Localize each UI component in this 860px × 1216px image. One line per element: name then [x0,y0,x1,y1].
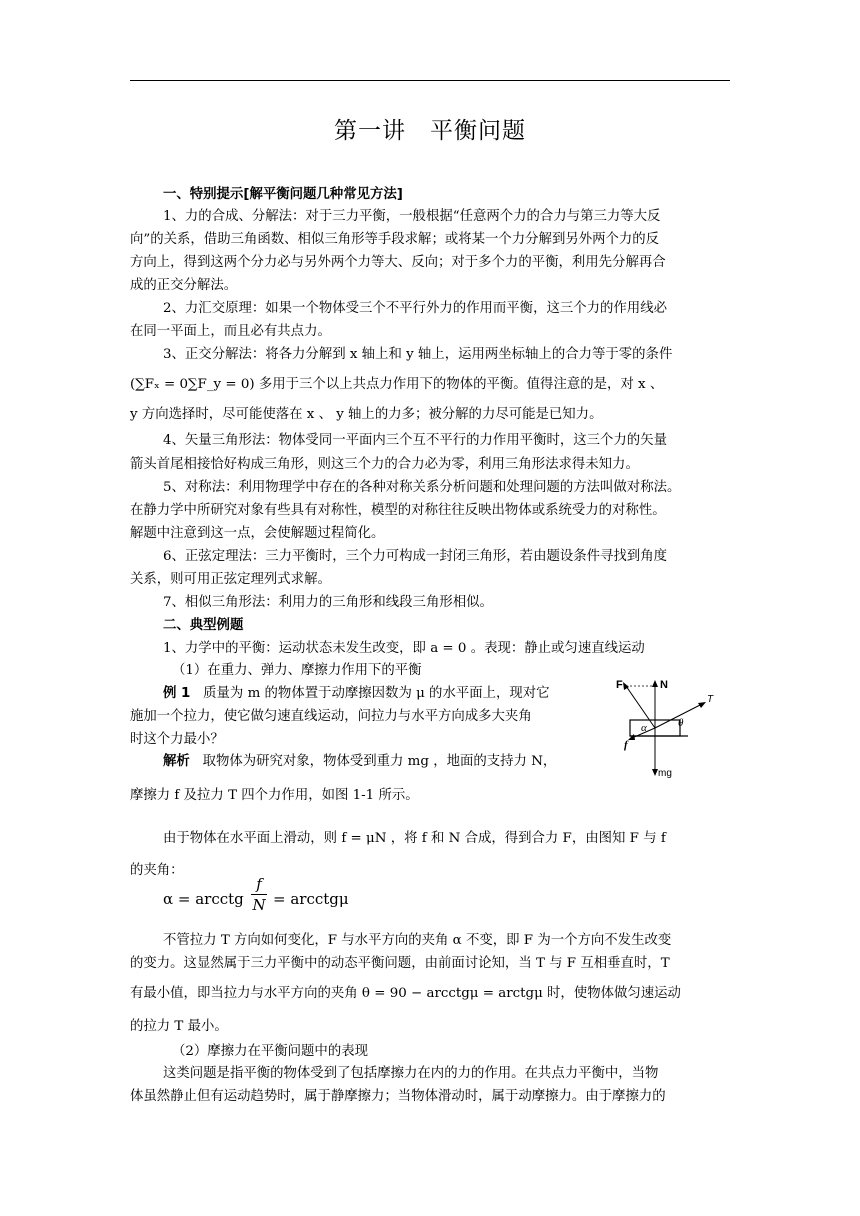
section-heading: 二、典型例题 [163,618,244,633]
paragraph-line: 的夹角： [130,863,184,878]
paragraph-line: 5、对称法：利用物理学中存在的各种对称关系分析问题和处理问题的方法叫做对称法。 [163,480,681,495]
paragraph-line: 不管拉力 T 方向如何变化，F 与水平方向的夹角 α 不变，即 F 为一个方向不发生改变 [163,933,672,948]
label-mg: mg [658,768,672,779]
example-text: 质量为 m 的物体置于动摩擦因数为 μ 的水平面上，现对它 [203,686,550,701]
formula-denominator: N [252,896,266,914]
label-f-resultant: F [616,679,623,691]
paragraph-line: 1、力学中的平衡：运动状态未发生改变，即 a = 0 。表现：静止或匀速直线运动 [163,641,645,656]
subheading: （1）在重力、弹力、摩擦力作用下的平衡 [172,663,422,678]
paragraph-line: 向”的关系，借助三角函数、相似三角形等手段求解；或将某一个力分解到另外两个力的反 [130,232,660,247]
example-line [163,685,550,703]
section-heading: 一、特别提示[解平衡问题几种常见方法] [163,187,403,202]
paragraph-line: 成的正交分解法。 [130,278,238,293]
paragraph-line: 在同一平面上，而且必有共点力。 [130,324,331,339]
paragraph-line: 7、相似三角形法：利用力的三角形和线段三角形相似。 [163,595,493,610]
page-title: 第一讲 平衡问题 [334,118,526,144]
paragraph-line: 体虽然静止但有运动趋势时，属于静摩擦力；当物体滑动时，属于动摩擦力。由于摩擦力的 [130,1089,666,1104]
example-line: 时这个力最小？ [130,732,224,747]
header-rule [130,80,730,81]
label-theta: θ [678,717,684,729]
paragraph-line: 的变力。这显然属于三力平衡中的动态平衡问题，由前面讨论知，当 T 与 F 互相垂直时，T [130,956,670,971]
label-alpha: α [641,722,647,734]
analysis-text: 取物体为研究对象，物体受到重力 mg ，地面的支持力 N， [202,754,557,769]
paragraph-line: 有最小值，即当拉力与水平方向的夹角 θ = 90 − arcctgμ = arctgμ 时，使物体做匀速运动 [130,986,681,1001]
example-label: 例 1 [163,686,191,701]
paragraph-line: 2、力汇交原理：如果一个物体受三个不平行外力的作用而平衡，这三个力的作用线必 [163,301,667,316]
paragraph-line: 方向上，得到这两个分力必与另外两个力等大、反向；对于多个力的平衡，利用先分解再合 [130,255,666,270]
example-line: 施加一个拉力，使它做匀速直线运动，问拉力与水平方向成多大夹角 [130,709,532,724]
paragraph-line: y 方向选择时，尽可能使落在 x 、 y 轴上的力多；被分解的力尽可能是已知力。 [130,407,603,422]
formula-rhs: = arcctgμ [273,890,349,908]
paragraph-line: 的拉力 T 最小。 [130,1019,228,1034]
paragraph-line: 这类问题是指平衡的物体受到了包括摩擦力在内的力的作用。在共点力平衡中，当物 [163,1066,659,1081]
subheading: （2）摩擦力在平衡问题中的表现 [172,1044,368,1059]
formula-numerator: f [251,874,267,895]
formula-lhs: α = arcctg [163,890,244,908]
paragraph-line: 解题中注意到这一点，会使解题过程简化。 [130,526,385,541]
label-n: N [660,679,668,691]
force-diagram [610,676,720,782]
paragraph-line: 关系，则可用正弦定理列式求解。 [130,572,331,587]
label-t: T [707,694,714,705]
formula-fraction [251,874,267,915]
analysis-label: 解析 [163,754,190,769]
formula-line: (∑Fₓ = 0∑F_y = 0) 多用于三个以上共点力作用下的物体的平衡。值得注意的是，对 x 、 [130,377,664,392]
analysis-line [163,753,556,771]
paragraph-line: 4、矢量三角形法：物体受同一平面内三个互不平行的力作用平衡时，这三个力的矢量 [163,433,667,448]
paragraph-line: 6、正弦定理法：三力平衡时，三个力可构成一封闭三角形，若由题设条件寻找到角度 [163,549,667,564]
label-f-friction: f [624,739,628,751]
paragraph-line: 3、正交分解法：将各力分解到 x 轴上和 y 轴上，运用两坐标轴上的合力等于零的条件 [163,347,673,362]
paragraph-line: 在静力学中所研究对象有些具有对称性，模型的对称往往反映出物体或系统受力的对称性。 [130,503,666,518]
paragraph-line: 1、力的合成、分解法：对于三力平衡，一般根据“任意两个力的合力与第三力等大反 [163,209,661,224]
analysis-line: 摩擦力 f 及拉力 T 四个力作用，如图 1-1 所示。 [130,788,419,803]
paragraph-line: 由于物体在水平面上滑动，则 f = μN ，将 f 和 N 合成，得到合力 F，由图知 F 与 f [163,831,666,846]
paragraph-line: 箭头首尾相接恰好构成三角形，则这三个力的合力必为零，利用三角形法求得未知力。 [130,457,639,472]
